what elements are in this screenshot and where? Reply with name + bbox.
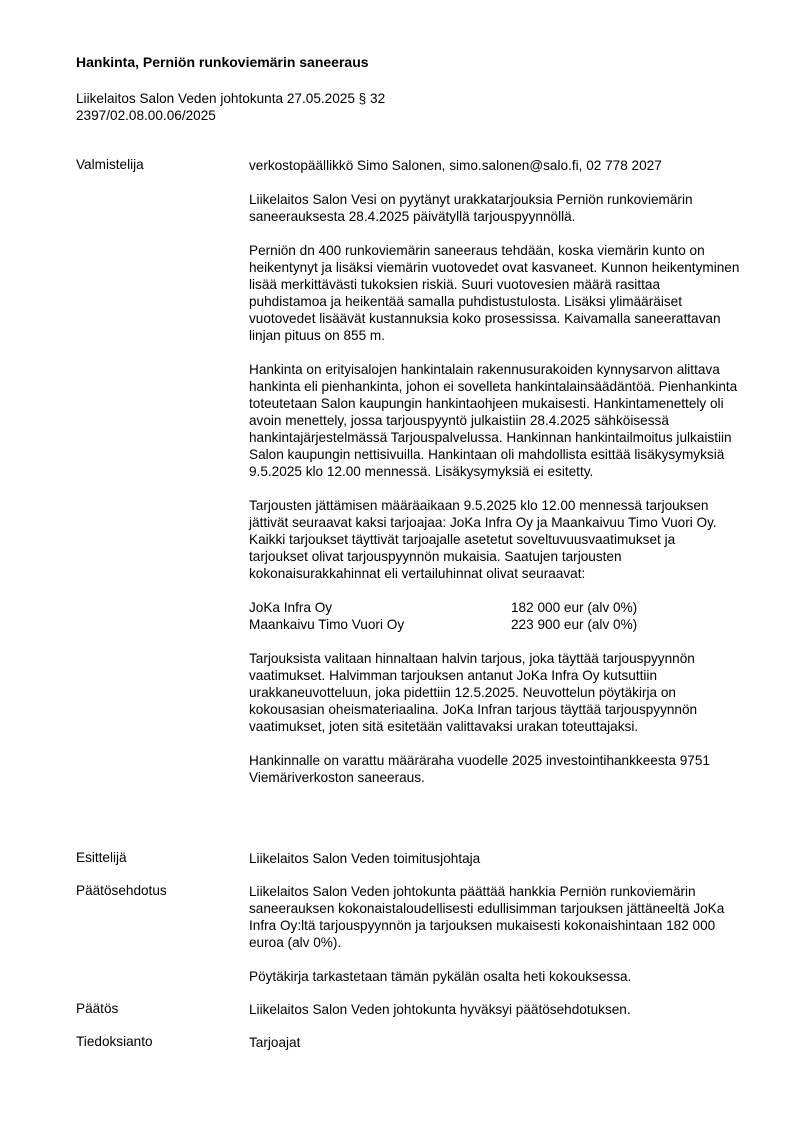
body-paragraph: Perniön dn 400 runkoviemärin saneeraus tehdään, koska viemärin kunto on heikentynyt ja lisäksi viemärin vuotovedet ovat kasvaneet. Kunnon heikentyminen lisää merkittävästi tukoksien riskiä. Suuri vuotovesien määrä rasittaa puhdistamoa ja heikentää samalla puhdistustulosta. Lisäksi ylimääräiset vuotovedet lisäävät kustannuksia koko prosessissa. Kaivamalla saneerattavan linjan pituus on 855 m. <box>249 243 740 343</box>
bidder-name: Maankaivu Timo Vuori Oy <box>249 617 405 632</box>
body-paragraph: Liikelaitos Salon Vesi on pyytänyt urakkatarjouksia Perniön runkoviemärin saneerauksesta 28.4.2025 päivätyllä tarjouspyynnöllä. <box>249 192 693 224</box>
bid-row <box>249 599 741 616</box>
label-tiedoksianto: Tiedoksianto <box>76 1034 153 1049</box>
bidder-name: JoKa Infra Oy <box>249 600 333 615</box>
proposal-paragraph: Liikelaitos Salon Veden johtokunta päättää hankkia Perniön runkoviemärin saneerauksen kokonaistaloudellisesti edullisimman tarjouksen jättäneeltä JoKa Infra Oy:ltä tarjouspyynnön ja tarjouksen mukaisesti kokonaishintaan 182 000 euroa (alv 0%). <box>249 884 725 950</box>
paatosehdotus-content <box>249 883 741 985</box>
meeting-reference: Liikelaitos Salon Veden johtokunta 27.05.2025 § 32 <box>76 91 386 106</box>
preparer-contact: verkostopäällikkö Simo Salonen, simo.salonen@salo.fi, 02 778 2027 <box>249 158 662 173</box>
label-paatosehdotus: Päätösehdotus <box>76 883 167 898</box>
valmistelija-content <box>249 157 741 786</box>
body-paragraph: Hankinnalle on varattu määräraha vuodelle 2025 investointihankkeesta 9751 Viemäriverkoston saneeraus. <box>249 753 710 785</box>
document-title: Hankinta, Perniön runkoviemärin saneeraus <box>76 54 369 70</box>
record-number: 2397/02.08.00.06/2025 <box>76 108 216 123</box>
esittelija-text: Liikelaitos Salon Veden toimitusjohtaja <box>249 851 481 866</box>
body-paragraph: Tarjouksista valitaan hinnaltaan halvin tarjous, joka täyttää tarjouspyynnön vaatimukset. Halvimman tarjouksen antanut JoKa Infra Oy kutsuttiin urakkaneuvotteluun, joka pidettiin 12.5.2025. Neuvottelun pöytäkirja on kokousasian oheismateriaalina. JoKa Infran tarjous täyttää tarjouspyynnön vaatimukset, joten sitä esitetään valittavaksi urakan toteuttajaksi. <box>249 651 698 734</box>
bid-price: 182 000 eur (alv 0%) <box>511 600 638 615</box>
bid-price: 223 900 eur (alv 0%) <box>511 617 638 632</box>
label-valmistelija: Valmistelija <box>76 157 144 172</box>
label-paatos: Päätös <box>76 1001 119 1016</box>
body-paragraph: Tarjousten jättämisen määräaikaan 9.5.2025 klo 12.00 mennessä tarjouksen jättivät seuraavat kaksi tarjoajaa: JoKa Infra Oy ja Maankaivuu Timo Vuori Oy. Kaikki tarjoukset täyttivät tarjoajalle asetetut soveltuvuusvaatimukset ja tarjoukset olivat tarjouspyynnön mukaisia. Saatujen tarjousten kokonaisurakkahinnat eli vertailuhinnat olivat seuraavat: <box>249 498 717 581</box>
tiedoksianto-text: Tarjoajat <box>249 1035 301 1050</box>
label-esittelija: Esittelijä <box>76 850 127 865</box>
body-paragraph: Hankinta on erityisalojen hankintalain rakennusurakoiden kynnysarvon alittava hankinta eli pienhankinta, johon ei sovelleta hankintalainsäädäntöä. Pienhankinta toteutetaan Salon kaupungin hankintaohjeen mukaisesti. Hankintamenettely oli avoin menettely, jossa tarjouspyyntö julkaistiin 28.4.2025 sähköisessä hankintajärjestelmässä Tarjouspalvelussa. Hankinnan hankintailmoitus julkaistiin Salon kaupungin nettisivuilla. Hankintaan oli mahdollista esittää lisäkysymyksiä 9.5.2025 klo 12.00 mennessä. Lisäkysymyksiä ei esitetty. <box>249 362 738 479</box>
proposal-paragraph: Pöytäkirja tarkastetaan tämän pykälän osalta heti kokouksessa. <box>249 969 632 984</box>
paatos-text: Liikelaitos Salon Veden johtokunta hyväksyi päätösehdotuksen. <box>249 1002 631 1017</box>
bid-table <box>249 599 741 633</box>
bid-row <box>249 616 741 633</box>
